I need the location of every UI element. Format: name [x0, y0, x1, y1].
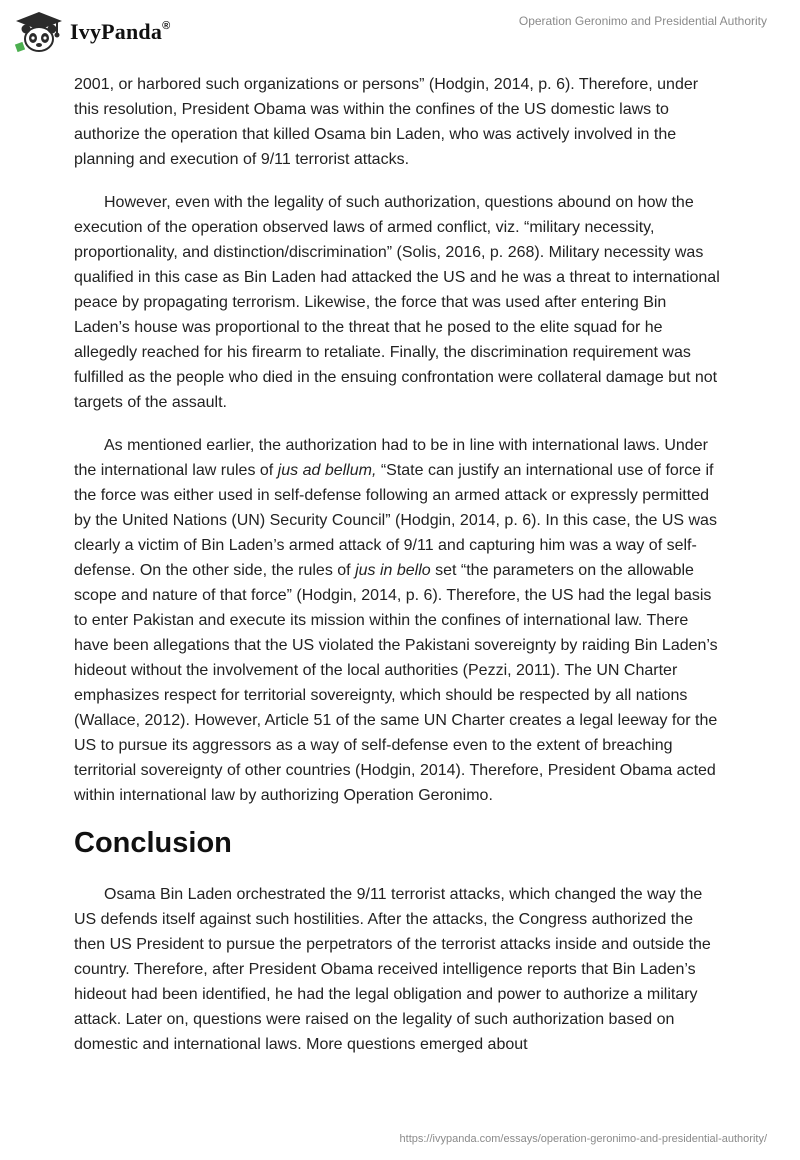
paragraph-2: However, even with the legality of such authorization, questions abound on how the execution of the operation observed laws of armed conflict, viz. “military necessity, proportionality, and distinction/discrimination” (Solis, 2016, p. 268). Military necessity was qualified in this case as Bin Laden had attacked the US and he was a threat to international peace by propagating terrorism. Likewise, the force that was used after entering Bin Laden’s house was proportional to the threat that he posed to the elite squad for he allegedly reached for his firearm to retaliate. Finally, the discrimination requirement was fulfilled as the people who died in the ensuing confrontation were collateral damage but not targets of the assault.: [74, 194, 720, 411]
latin-term-jus-ad-bellum: jus ad bellum,: [277, 462, 377, 479]
paragraph-4: Osama Bin Laden orchestrated the 9/11 terrorist attacks, which changed the way the US defends itself against such hostilities. After the attacks, the Congress authorized the then US President to pursue the perpetrators of the terrorist attacks inside and outside the country. Therefore, after President Obama received intelligence reports that Bin Laden’s hideout had been identified, he had the legal obligation and power to authorize a military attack. Later on, questions were raised on the legality of such authorization based on domestic and international laws. More questions emerged about: [74, 886, 711, 1053]
page-header: [0, 0, 800, 66]
panda-graduate-icon: [14, 10, 64, 54]
essay-body: [74, 72, 726, 1075]
paragraph-1: 2001, or harbored such organizations or persons” (Hodgin, 2014, p. 6). Therefore, under this resolution, President Obama was within the confines of the US domestic laws to authorize the operation that killed Osama bin Laden, who was actively involved in the planning and execution of 9/11 terrorist attacks.: [74, 76, 699, 168]
section-heading: Conclusion: [74, 827, 232, 859]
paragraph-3: As mentioned earlier, the authorization had to be in line with international laws. Under the international law rules of jus ad bellum, “State can justify an international use of force if the force was either used in self-defense following an armed attack or expressly permitted by the United Nations (UN) Security Council” (Hodgin, 2014, p. 6). In this case, the US was clearly a victim of Bin Laden’s armed attack of 9/11 and capturing him was a way of self-defense. On the other side, the rules of jus in bello set “the parameters on the allowable scope and nature of that force” (Hodgin, 2014, p. 6). Therefore, the US had the legal basis to enter Pakistan and execute its mission within the confines of international law. There have been allegations that the US violated the Pakistani sovereignty by raiding Bin Laden’s hideout without the involvement of the local authorities (Pezzi, 2011). The UN Charter emphasizes respect for territorial sovereignty, which should be respected by all nations (Wallace, 2012). However, Article 51 of the same UN Charter creates a legal leeway for the US to pursue its aggressors as a way of self-defense even to the extent of breaching territorial sovereignty of other countries (Hodgin, 2014). Therefore, President Obama acted within international law by authorizing Operation Geronimo.: [74, 437, 718, 804]
running-title: Operation Geronimo and Presidential Authority: [518, 14, 767, 28]
source-url[interactable]: https://ivypanda.com/essays/operation-geronimo-and-presidential-authority/: [399, 1133, 767, 1145]
latin-term-jus-in-bello: jus in bello: [355, 562, 431, 579]
brand-name: IvyPanda®: [70, 19, 171, 44]
ivypanda-logo[interactable]: [14, 10, 170, 54]
